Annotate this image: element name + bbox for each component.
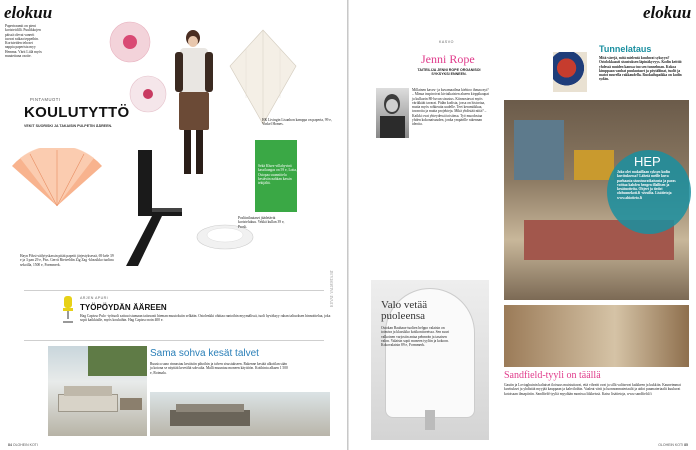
arki-text: Hag Capisso Pulo -työtuoli sattuu istumaan taitavasti hieman muutoksiin selkään. Ostolenkki ohittaa rantoihin myymälissä, tuoli hyväksyy rahan taltuoksen hinnoittelua, joka sopii kaikkialle, myös kouluihin. Hag Capisso noin 400 e. (80, 314, 331, 323)
pattern-plate-image (553, 52, 587, 92)
valo-text: Ostokan Bauhaus-tuolien helppo valaisin on toimiva ja klassikko kotikonttoreissa. Sen suuri valkoinen varjostin antaa pehmeän ja tasaisen valon. Valaisin sopii moneen tyyliin ja kokoon. Kokovalaisin 89 e, Formmerk. (381, 326, 450, 348)
zigzag-chair-image (118, 148, 198, 268)
green-caption: Sekä Klues-villahyvinä kassikangas on 59 e, Lotta, Ostopaa suunnittelu kestävän nahkan kassin tekijältä. (258, 164, 297, 186)
photo-credit: KUVAT: VALMISTAJAT (330, 270, 334, 307)
left-page (0, 0, 347, 450)
arki-label: ARJEN APURI (80, 296, 108, 300)
folding-fan-image (10, 148, 105, 208)
sandfield-photo (504, 305, 689, 367)
sofa-text: Ruusica sano rinnastuu kesäisiin pihoihin ja talven sisustukseen. Rakenne kestää ulkotilan sään ja kotona se näyttää keveältä sohvalta. Malli muuntuu moneen käyttöön. Kotihinta alkaen 1 500 e, Roimala. (150, 362, 288, 375)
kasvo-deck: TAITEILIJA JENNI ROPE ORGANISOI SYKSYKSI ENNEEN. (417, 68, 481, 77)
deck: VEKIT SUORISKI JA TAKAISIN PULPETIN ÄÄREEN. (24, 124, 113, 128)
outdoor-sofa-photo (48, 346, 147, 436)
section-tag-left: elokuu (4, 3, 53, 22)
sofa-title: Sama sohva kesät talvet (150, 348, 259, 359)
sand-title: Sandfield-tyyli on täällä (504, 370, 601, 381)
headline: KOULUTYTTÖ (24, 104, 130, 121)
plates-caption: Posliinilautaset jäädetävät koristelukuu. Vekkä kullan 39 e, Prosli. (238, 216, 285, 229)
intro-text: Paperiraamit on pieni koristeidilli. Puulikkojen päissä olevat vanerit tuovat raikaa teppeihin. Koristeiden tehoset nappia paperista myy Hemma. Värit Liilä myös muutettuna osoite. (5, 24, 42, 59)
qa-text: Millainen kasvu- ja kuvamaailma kiehtoo ihmaa nyt? – Minua inspiroivat kiviaikaisten alueen kirppikaupat ja kulkurin 80-luvun sisustus. Kiinnostavat myös värikkäät tavarat. Pidän kodista, jossa on historiaa, mutta myös rohkeutta uudelle. Teet keramiikkaa, tavaroita ja muita projekteja. Mikä yhdistää niitä? – Kaikki ovat yhteydessä toisiinsa. Työ muodostaa yhden kokonaisuuden, jonka ympärille rakennan ideoita. (412, 88, 489, 127)
tunne-title: Tunnelataus (599, 44, 652, 54)
valo-title: Valo vetää puoleensa (381, 299, 428, 322)
tunne-text: Mitä värejä, mitä mielentä kuuluvat syksyyn? Ostolokkaasti sisustuksen läpinäkyvyys. Kodin keittiö yhdessä muiden kanssa tuo sen tunnelman. Kokoa kimppaan vanhat puulautaset ja pöytäliinat, tuolit ja matot suurella rakkaudella. Ruokailupaikka on kodin sydän. (599, 56, 682, 82)
page-footer-left: 84 OLOHEIN KOTI (8, 443, 38, 447)
kasvo-label: KASVO (439, 40, 454, 44)
sofa-photo (150, 392, 330, 436)
divider (24, 290, 324, 291)
hep-label: HEP (634, 154, 661, 169)
page-footer-right: OLOHEIN KOTI 85 (658, 443, 688, 447)
office-chair-icon (60, 294, 76, 324)
paper-lamp-image (228, 28, 298, 128)
subtitle-tag: PINTAMUOTI (30, 97, 61, 102)
paper-fan-decoration (108, 14, 178, 114)
divider (24, 340, 324, 341)
hep-text: Joko olet mukaillaan syksyn kodin kuvituksessa? Lähetä meille kuva parhaasta sisustusratkaisusta ja paras voittaa kahden hengen illallisen ja kesätuotteita. Ohjeet ja tiedot olohuonekoti.fi -sivuilta. Lisätietoja www.ohiotieto.fi (617, 170, 676, 200)
fan-caption: Hayn Pilssi-säilytyskassin pitää papetit järjestyksessä, 69 kele 39 e ja 3 pan 29 e, Piss. Gerrit Rietveldin Zig Zag -klassikko tuolina sekoilla, 1500 e, Formmerk. (20, 254, 114, 267)
section-tag-right: elokuu (643, 3, 692, 22)
lamp-caption: HK Livingin Lisanhon kamppa on paperia, 99 e, Vinkel Homes. (262, 118, 332, 127)
arki-title: TYÖPÖYDÄN ÄÄREEN (80, 303, 167, 312)
right-page (349, 0, 696, 450)
person-name: Jenni Rope (421, 52, 475, 66)
sand-text: Gautin ja Loviaghuinin kaltaiset iloisuus muistuttavat, että vihreät ovat ja sillä valitsevat kaikkeen ja kukkiin. Kauneimmat kuvitukset ja yhdistää myyjää kauppaan ja kahviloihin. Vaaleat värit ja luonnonmateriaalit ja aidot puumateriaalit kuuluvat kotoisaan ilmapiiriin. Sandfield-tyyliä myydään monissa liikkeissä. Katso lisätietoja, www.sandfield.fi (504, 383, 681, 396)
plates-image (190, 205, 260, 255)
